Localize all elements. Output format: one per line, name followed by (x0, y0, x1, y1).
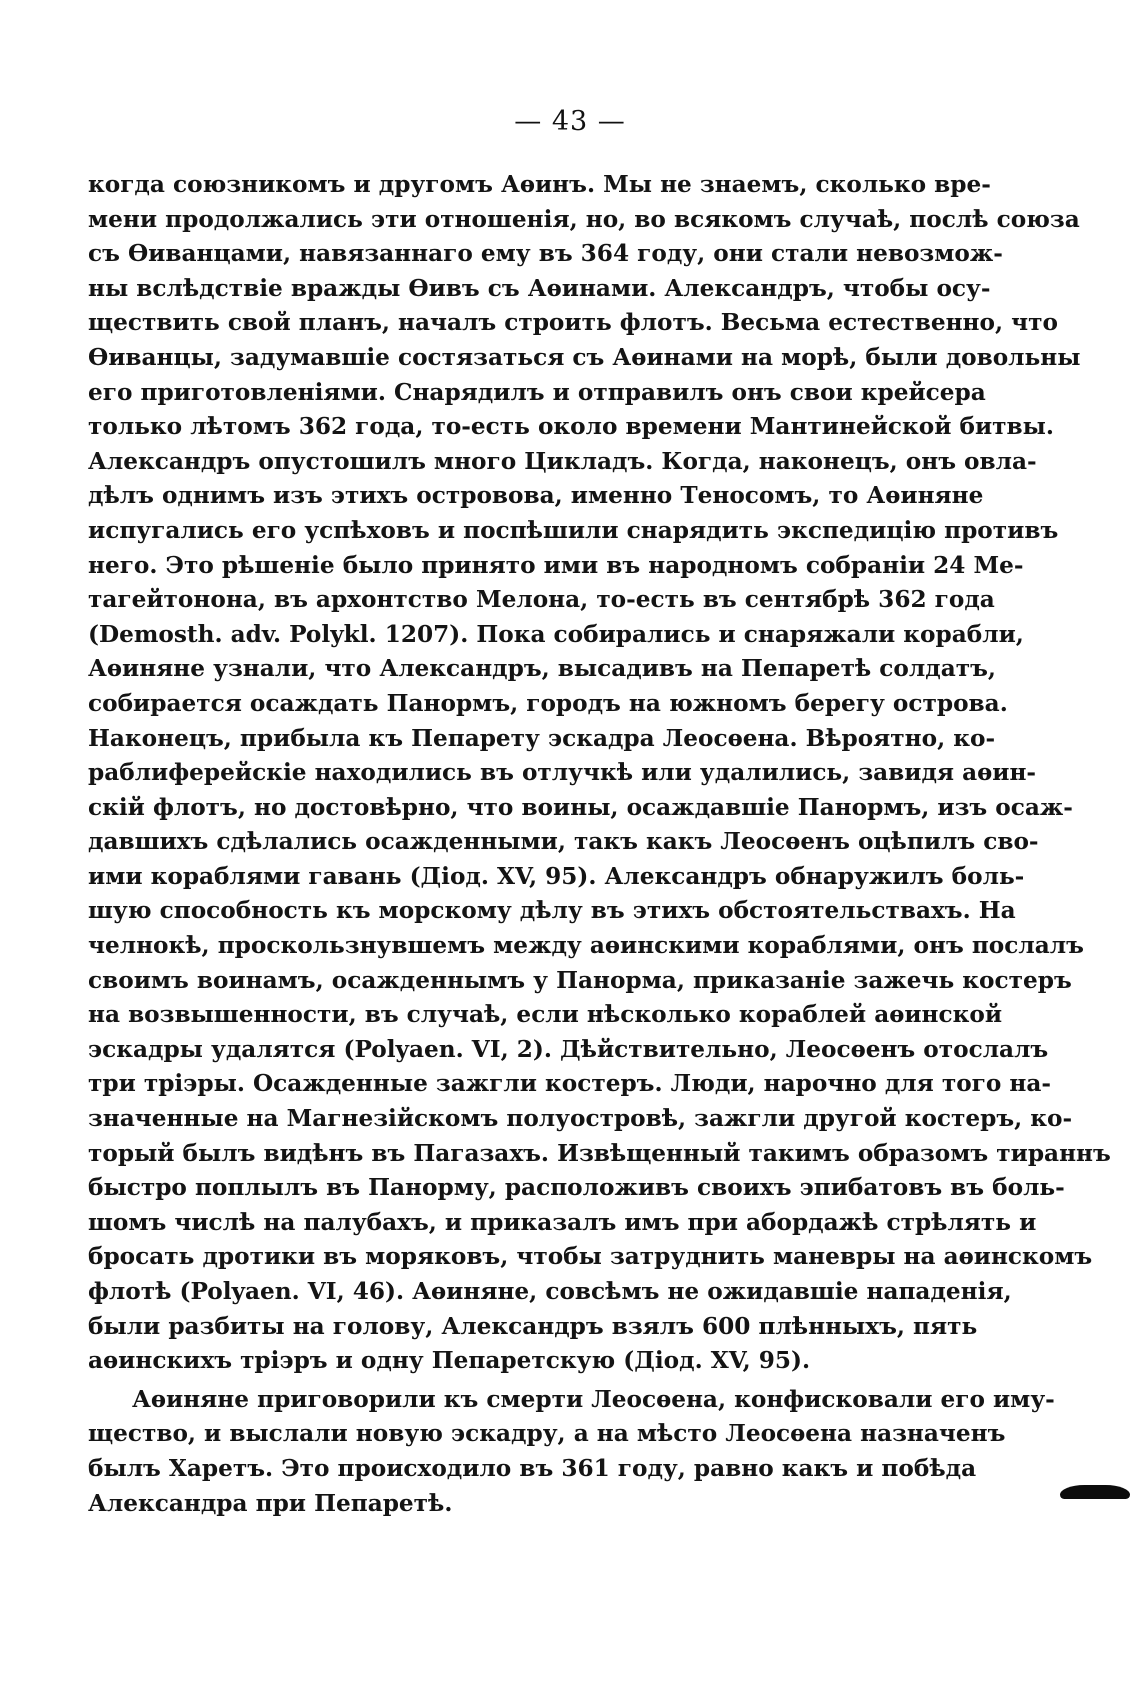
text-line: скій флотъ, но достовѣрно, что воины, осаждавшіе Панормъ, изъ осаж- (88, 793, 1073, 821)
text-line: челнокѣ, проскользнувшемъ между аѳинскими кораблями, онъ послалъ (88, 932, 1084, 960)
text-line: своимъ воинамъ, осажденнымъ у Панорма, приказаніе зажечь костеръ (88, 966, 1072, 994)
text-line: ими кораблями гавань (Діод. XV, 95). Александръ обнаружилъ боль- (88, 862, 1025, 890)
page-number: — 43 — (514, 106, 626, 137)
text-line: шую способность къ морскому дѣлу въ этихъ обстоятельствахъ. На (88, 897, 1016, 925)
text-line: раблиферейскіе находились въ отлучкѣ или удалились, завидя аѳин- (88, 759, 1037, 787)
text-line: испугались его успѣховъ и поспѣшили снарядить экспедицію противъ (88, 516, 1059, 544)
text-line: ны вслѣдствіе вражды Ѳивъ съ Аѳинами. Александръ, чтобы осу- (88, 274, 991, 302)
text-line: были разбиты на голову, Александръ взялъ 600 плѣнныхъ, пять (88, 1312, 978, 1340)
text-line: Наконецъ, прибыла къ Пепарету эскадра Леосѳена. Вѣроятно, ко- (88, 724, 996, 752)
paragraph-1 (88, 168, 1111, 1379)
paragraph-2 (88, 1383, 1055, 1521)
text-line: съ Ѳиванцами, навязаннаго ему въ 364 году, они стали невозмож- (88, 240, 1003, 268)
text-line: на возвышенности, въ случаѣ, если нѣсколько кораблей аѳинской (88, 1001, 1003, 1029)
text-line: быстро поплылъ въ Панорму, расположивъ своихъ эпибатовъ въ боль- (88, 1174, 1065, 1202)
text-line: Александра при Пепаретѣ. (88, 1489, 453, 1517)
text-line: три тріэры. Осажденные зажгли костеръ. Люди, нарочно для того на- (88, 1070, 1052, 1098)
scan-edge-mark (1060, 1485, 1130, 1499)
text-line: давшихъ сдѣлались осажденными, такъ какъ Леосѳенъ оцѣпилъ сво- (88, 828, 1039, 856)
text-line: Аѳиняне узнали, что Александръ, высадивъ на Пепаретѣ солдатъ, (88, 655, 996, 683)
text-line: бросать дротики въ моряковъ, чтобы затруднить маневры на аѳинскомъ (88, 1243, 1093, 1271)
text-line: Аѳиняне приговорили къ смерти Леосѳена, конфисковали его иму- (132, 1385, 1055, 1413)
text-line: торый былъ видѣнъ въ Пагазахъ. Извѣщенный такимъ образомъ тираннъ (88, 1139, 1111, 1167)
text-line: щество, и выслали новую эскадру, а на мѣсто Леосѳена назначенъ (88, 1420, 1006, 1448)
text-line: тагейтонона, въ архонтство Мелона, то-есть въ сентябрѣ 362 года (88, 586, 995, 614)
text-line: флотѣ (Polyaen. VI, 46). Аѳиняне, совсѣмъ не ожидавшіе нападенія, (88, 1278, 1012, 1305)
text-line: Ѳиванцы, задумавшіе состязаться съ Аѳинами на морѣ, были довольны (88, 343, 1081, 371)
text-line: былъ Харетъ. Это происходило въ 361 году, равно какъ и побѣда (88, 1454, 977, 1482)
text-line: Александръ опустошилъ много Цикладъ. Когда, наконецъ, онъ овла- (88, 447, 1037, 475)
text-line: (Demosth. adv. Polykl. 1207). Пока собирались и снаряжали корабли, (88, 620, 1024, 648)
text-line: эскадры удалятся (Polyaen. VI, 2). Дѣйствительно, Леосѳенъ отослалъ (88, 1035, 1049, 1063)
text-line: собирается осаждать Панормъ, городъ на южномъ берегу острова. (88, 689, 1008, 717)
text-line: него. Это рѣшеніе было принято ими въ народномъ собраніи 24 Ме- (88, 551, 1024, 579)
text-line: шомъ числѣ на палубахъ, и приказалъ имъ при абордажѣ стрѣлять и (88, 1208, 1037, 1236)
text-line: мени продолжались эти отношенія, но, во всякомъ случаѣ, послѣ союза (88, 205, 1080, 233)
text-line: его приготовленіями. Снарядилъ и отправилъ онъ свои крейсера (88, 378, 986, 406)
text-line: дѣлъ однимъ изъ этихъ островова, именно Теносомъ, то Аѳиняне (88, 482, 984, 510)
body-text (88, 168, 1111, 1521)
text-line: когда союзникомъ и другомъ Аѳинъ. Мы не знаемъ, сколько вре- (88, 171, 991, 198)
text-line: аѳинскихъ тріэръ и одну Пепаретскую (Діод. XV, 95). (88, 1347, 811, 1375)
text-line: только лѣтомъ 362 года, то-есть около времени Мантинейской битвы. (88, 413, 1054, 441)
text-line: ществить свой планъ, началъ строить флотъ. Весьма естественно, что (88, 309, 1058, 337)
text-line: значенные на Магнезійскомъ полуостровѣ, зажгли другой костеръ, ко- (88, 1105, 1073, 1133)
